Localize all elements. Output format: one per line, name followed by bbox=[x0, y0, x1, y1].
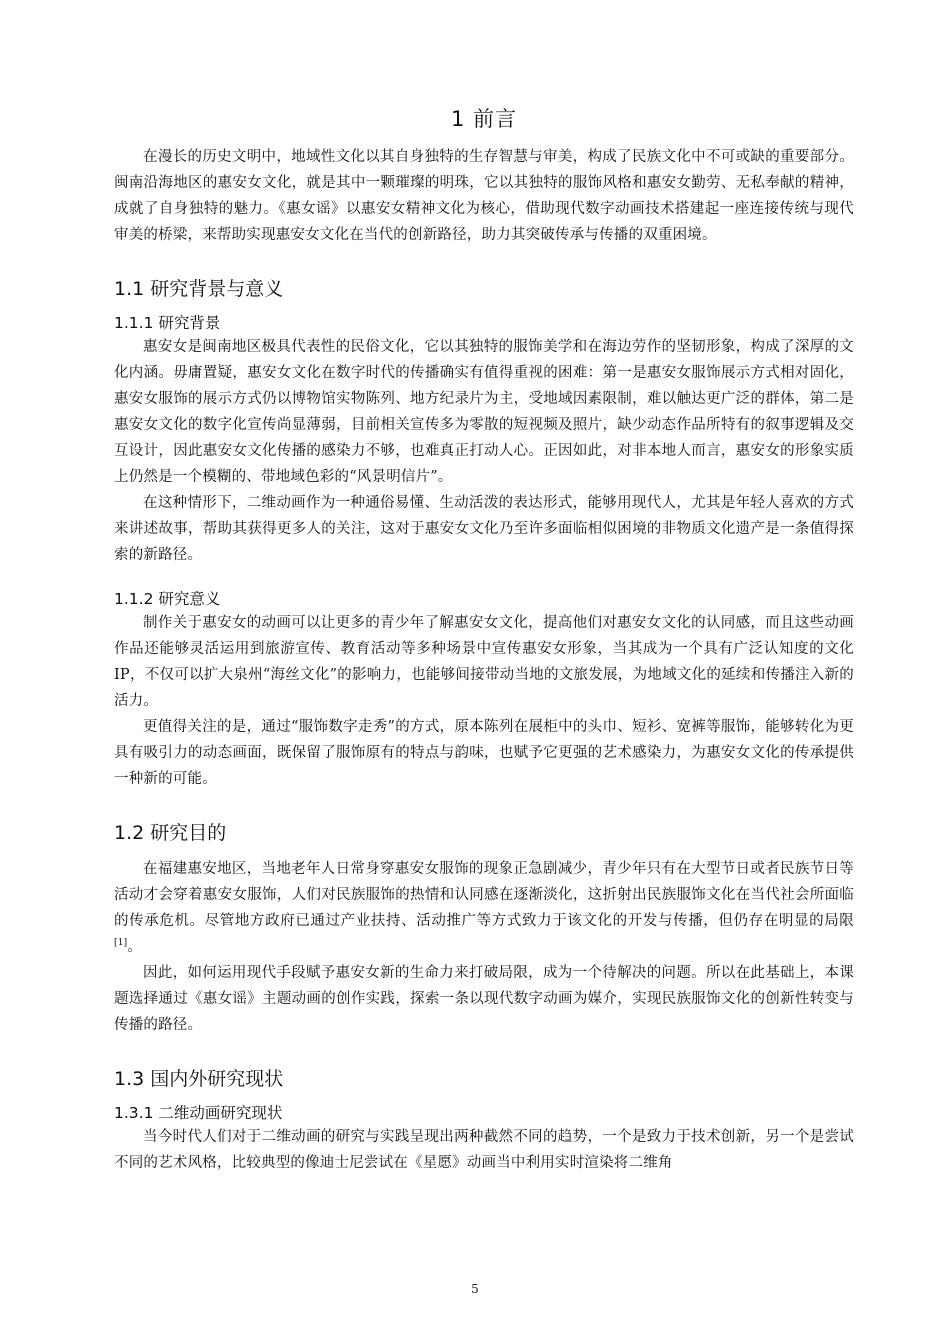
paragraph-end: 。 bbox=[127, 939, 143, 955]
paragraph-text: 在福建惠安地区，当地老年人日常身穿惠安女服饰的现象正急剧减少，青少年只有在大型节日或者民族节日等活动才会穿着惠安女服饰，人们对民族服饰的热情和认同感在逐渐淡化，这折射出民族服饰文化在当代社会所面临的传承危机。尽管地方政府已通过产业扶持、活动推广等方式致力于该文化的开发与传播，但仍存在明显的局限 bbox=[114, 861, 854, 929]
paragraph: 惠安女是闽南地区极具代表性的民俗文化，它以其独特的服饰美学和在海边劳作的坚韧形象，构成了深厚的文化内涵。毋庸置疑，惠安女文化在数字时代的传播确实有值得重视的困难：第一是惠安女服饰展示方式相对固化，惠安女服饰的展示方式仍以博物馆实物陈列、地方纪录片为主，受地域因素限制，难以触达更广泛的群体，第二是惠安女文化的数字化宣传尚显薄弱，目前相关宣传多为零散的短视频及照片，缺少动态作品所特有的叙事逻辑及交互设计，因此惠安女文化传播的感染力不够，也难真正打动人心。正因如此，对非本地人而言，惠安女的形象实质上仍然是一个模糊的、带地域色彩的“风景明信片”。 bbox=[114, 339, 854, 485]
intro-paragraph: 在漫长的历史文明中，地域性文化以其自身独特的生存智慧与审美，构成了民族文化中不可或缺的重要部分。闽南沿海地区的惠安女文化，就是其中一颗璀璨的明珠，它以其独特的服饰风格和惠安女勤劳、无私奉献的精神，成就了自身独特的魅力。《惠女谣》以惠安女精神文化为核心，借助现代数字动画技术搭建起一座连接传统与现代审美的桥梁，来帮助实现惠安女文化在当代的创新路径，助力其突破传承与传播的双重困境。 bbox=[114, 149, 854, 243]
subsection-heading-1-1-1: 1.1.1 研究背景 bbox=[114, 314, 221, 332]
paragraph: 制作关于惠安女的动画可以让更多的青少年了解惠安女文化，提高他们对惠安女文化的认同感，而且这些动画作品还能够灵活运用到旅游宣传、教育活动等多种场景中宣传惠安女形象，当其成为一个具有广泛认知度的文化 IP，不仅可以扩大泉州“海丝文化”的影响力，也能够间接带动当地的文旅发展，为地域文化的延续和传播注入新的活力。 bbox=[114, 615, 854, 709]
section-heading-1-1: 1.1 研究背景与意义 bbox=[114, 278, 284, 300]
paragraph: 当今时代人们对于二维动画的研究与实践呈现出两种截然不同的趋势，一个是致力于技术创新，另一个是尝试不同的艺术风格，比较典型的像迪士尼尝试在《星愿》动画当中利用实时渲染将二维角 bbox=[114, 1129, 854, 1171]
page-number: 5 bbox=[471, 1282, 479, 1296]
paragraph bbox=[114, 856, 854, 960]
paragraph: 因此，如何运用现代手段赋予惠安女新的生命力来打破局限，成为一个待解决的问题。所以在此基础上，本课题选择通过《惠女谣》主题动画的创作实践，探索一条以现代数字动画为媒介，实现民族服饰文化的创新性转变与传播的路径。 bbox=[114, 965, 854, 1033]
page-content bbox=[114, 104, 854, 1176]
subsection-heading-1-3-1: 1.3.1 二维动画研究现状 bbox=[114, 1104, 283, 1122]
paragraph: 在这种情形下，二维动画作为一种通俗易懂、生动活泼的表达形式，能够用现代人，尤其是年轻人喜欢的方式来讲述故事，帮助其获得更多人的关注，这对于惠安女文化乃至许多面临相似困境的非物质文化遗产是一条值得探索的新路径。 bbox=[114, 495, 854, 563]
citation-ref[interactable]: [1] bbox=[114, 938, 128, 949]
paragraph: 更值得关注的是，通过“服饰数字走秀”的方式，原本陈列在展柜中的头巾、短衫、宽裤等服饰，能够转化为更具有吸引力的动态画面，既保留了服饰原有的特点与韵味，也赋予它更强的艺术感染力，为惠安女文化的传承提供一种新的可能。 bbox=[114, 719, 854, 787]
subsection-heading-1-1-2: 1.1.2 研究意义 bbox=[114, 590, 221, 608]
chapter-title: 1 前言 bbox=[450, 107, 518, 131]
section-heading-1-2: 1.2 研究目的 bbox=[114, 822, 227, 844]
section-heading-1-3: 1.3 国内外研究现状 bbox=[114, 1068, 284, 1090]
